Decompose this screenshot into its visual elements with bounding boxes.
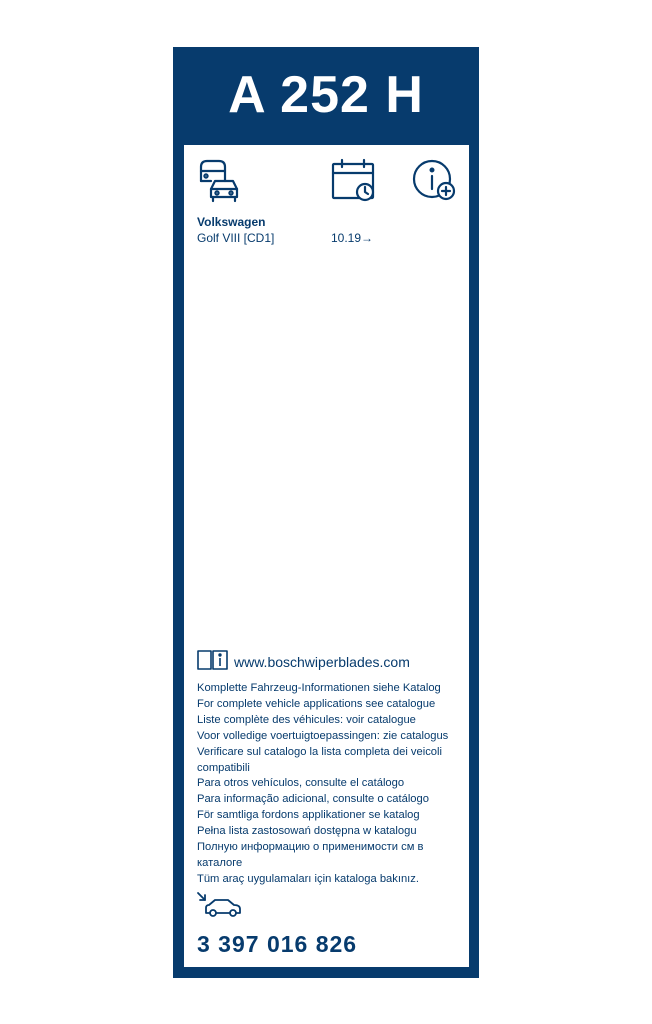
info-panel (184, 145, 469, 967)
calendar-clock-icon (330, 157, 376, 203)
vehicle-date: 10.19→ (331, 231, 374, 245)
note-line: Pełna lista zastosowań dostępna w katalogu (197, 825, 417, 838)
part-number: 3 397 016 826 (197, 931, 358, 957)
vehicle-model: Golf VIII [CD1] (197, 231, 275, 245)
note-line: Para otros vehículos, consulte el catálogo (197, 777, 405, 790)
note-line: Liste complète des véhicules: voir catalogue (197, 713, 416, 726)
product-label (173, 47, 479, 978)
note-line: Полную информацию о применимости см в каталоге (197, 841, 424, 869)
note-line: Verificare sul catalogo la lista completa dei veicoli (197, 745, 443, 758)
note-line: Komplette Fahrzeug-Informationen siehe Katalog (197, 682, 441, 694)
note-line: För samtliga fordons applikationer se katalog (197, 809, 420, 822)
cars-icon (197, 157, 243, 203)
note-line: For complete vehicle applications see catalogue (197, 697, 436, 710)
note-line: Para informação adicional, consulte o catálogo (197, 793, 429, 806)
rear-car-arrow-icon (196, 891, 244, 919)
vehicle-make: Volkswagen (197, 215, 266, 229)
note-line: Tüm araç uygulamaları için kataloga bakınız. (197, 872, 419, 885)
website-link[interactable]: www.boschwiperblades.com (234, 654, 410, 670)
book-info-icon (197, 649, 229, 671)
catalog-notes (197, 681, 465, 888)
note-line: Voor volledige voertuigtoepassingen: zie catalogus (197, 729, 449, 742)
product-code: A 252 H (228, 66, 424, 124)
info-plus-icon (412, 157, 458, 203)
note-line: compatibili (197, 761, 250, 774)
